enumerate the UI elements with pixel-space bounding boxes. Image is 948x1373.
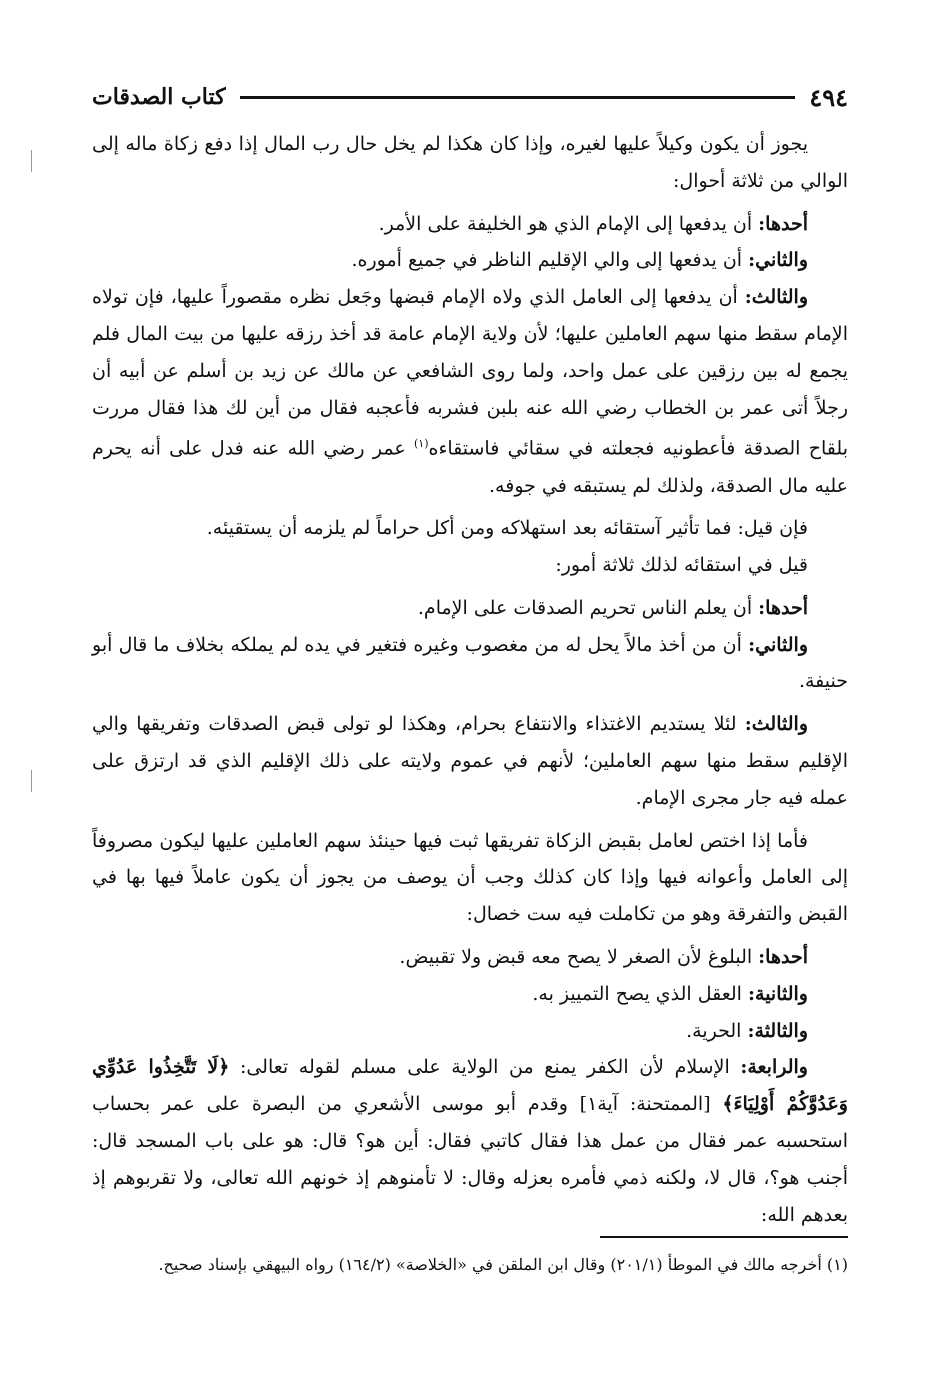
footnote-ref[interactable]: (١): [413, 437, 429, 451]
footnote-text: (١) أخرجه مالك في الموطأ (٢٠١/١) وقال ابن الملقن في «الخلاصة» (١٦٤/٢) رواه البيهقي بإسناد صحيح.: [158, 1255, 848, 1274]
paragraph: [92, 510, 848, 547]
paragraph: [92, 126, 848, 200]
paragraph-label: أحدها:: [758, 212, 808, 235]
paragraph: [92, 206, 848, 243]
paragraph-text: قيل في استقائه لذلك ثلاثة أمور:: [555, 554, 808, 577]
paragraph: [92, 547, 848, 584]
page-number: ٤٩٤: [809, 82, 848, 112]
running-header: [92, 80, 848, 114]
paragraph-label: والثالث:: [744, 713, 808, 736]
paragraph: [92, 1013, 848, 1050]
paragraph: [92, 590, 848, 627]
margin-mark: [31, 150, 32, 172]
paragraph-label: والثالث:: [744, 286, 808, 309]
paragraph-text: يجوز أن يكون وكيلاً عليها لغيره، وإذا كان هكذا لم يخل حال رب المال إذا دفع زكاة ماله إلى الوالي من ثلاثة أحوال:: [92, 133, 848, 192]
paragraph: [92, 1049, 848, 1233]
paragraph-text: لئلا يستديم الاغتذاء والانتفاع بحرام، وهكذا لو تولى قبض الصدقات وتفريقها والي الإقليم سقط منها سهم العاملين؛ لأنهم في عموم ولايته على ذلك الإقليم الذي قد ارتزق على عمله فيه جار مجرى الإمام.: [92, 713, 848, 809]
paragraph: [92, 823, 848, 933]
paragraph-label: والثاني:: [748, 633, 808, 656]
footnote: [92, 1250, 848, 1280]
margin-mark: [31, 770, 32, 792]
paragraph-text-cont: عمر رضي الله عنه فدل على أنه يحرم عليه مال الصدقة، ولذلك لم يستبقه في جوفه.: [92, 437, 848, 497]
paragraph-text: أن يعلم الناس تحريم الصدقات على الإمام.: [417, 596, 759, 619]
paragraph: [92, 279, 848, 504]
paragraph-label: والثانية:: [748, 982, 808, 1005]
paragraph-text: أن يدفعها إلى والي الإقليم الناظر في جميع أموره.: [351, 249, 749, 272]
paragraph-text: العقل الذي يصح التمييز به.: [532, 982, 748, 1005]
header-rule: [240, 96, 796, 99]
paragraph-label: أحدها:: [758, 596, 808, 619]
paragraph-text: أن من أخذ مالاً يحل له من مغصوب وغيره فتغير في يده لم يملكه بخلاف ما قال أبو حنيفة.: [92, 633, 848, 693]
paragraph-label: والثالثة:: [747, 1019, 808, 1042]
paragraph-label: أحدها:: [758, 946, 808, 969]
paragraph-text: فإن قيل: فما تأثير آستقائه بعد استهلاكه ومن أكل حراماً لم يلزمه أن يستقيئه.: [206, 517, 808, 540]
paragraph: [92, 976, 848, 1013]
chapter-title: كتاب الصدقات: [92, 84, 226, 110]
paragraph-label: والرابعة:: [740, 1056, 808, 1079]
paragraph: [92, 706, 848, 816]
main-text: [92, 126, 848, 1233]
paragraph-text: فأما إذا اختص لعامل بقبض الزكاة تفريقها ثبت فيها حينئذ سهم العاملين عليها ليكون مصروفاً إلى العامل وأعوانه فيها وإذا كان كذلك وجب أن يوصف من يجوز أن يكون عاملاً فيها بها في القبض والتفرقة وهو من تكاملت فيه ست خصال:: [92, 829, 848, 926]
paragraph-text: الإسلام لأن الكفر يمنع من الولاية على مسلم لقوله تعالى:: [229, 1056, 741, 1079]
paragraph: [92, 242, 848, 279]
quran-verse: ﴿لَا تَتَّخِذُوا عَدُوِّي وَعَدُوَّكُمْ أَوْلِيَاءَ﴾: [92, 1056, 848, 1116]
paragraph-text: أن يدفعها إلى الإمام الذي هو الخليفة على الأمر.: [378, 212, 759, 235]
paragraph-text: أن يدفعها إلى العامل الذي ولاه الإمام قبضها وجَعل نظره مقصوراً عليها، فإن تولاه الإمام سقط منها سهم العاملين عليها؛ لأن ولاية الإمام عامة قد أخذ رزقه عليها من بيت المال فلم يجمع له بين رزقين على عمل واحد، ولما روى الشافعي عن مالك عن زيد بن أسلم عن أبيه أن رجلاً أتى عمر بن الخطاب رضي الله عنه بلبن فشربه فأعجبه فقال من أين لك هذا فقال مررت بلقاح الصدقة فأعطونيه فجعلته في سقائي فاستقاءه: [92, 286, 848, 460]
paragraph: [92, 627, 848, 701]
paragraph-text: الحرية.: [686, 1019, 748, 1042]
paragraph-text: البلوغ لأن الصغر لا يصح معه قبض ولا تقبيض.: [399, 946, 759, 969]
paragraph-label: والثاني:: [748, 249, 808, 272]
paragraph-text-cont: [الممتحنة: آية١] وقدم أبو موسى الأشعري من البصرة على عمر بحساب استحسبه عمر فقال من عمل هذا فقال كاتبي فقال: أين هو؟ قال: هو على باب المسجد قال: أجنب هو؟، قال لا، ولكنه ذمي فأمره بعزله وقال: لا تأمنوهم إذ خونهم الله تعالى، ولا تقربوهم إذ بعدهم الله:: [92, 1093, 848, 1226]
footnote-separator: [600, 1236, 848, 1238]
paragraph: [92, 939, 848, 976]
